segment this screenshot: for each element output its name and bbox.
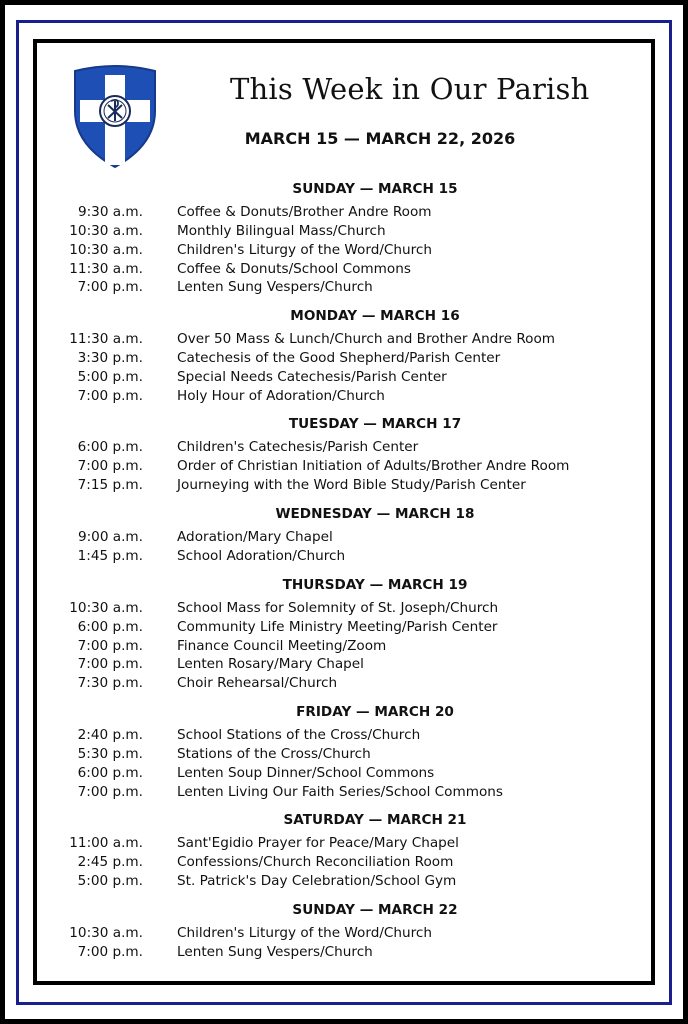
event-time: 7:00 p.m. xyxy=(77,944,143,960)
event-time: 2:40 p.m. xyxy=(77,727,143,743)
event-description: Coffee & Donuts/Brother Andre Room xyxy=(177,204,432,220)
day-header: MONDAY — MARCH 16 xyxy=(290,308,460,324)
event-description: Catechesis of the Good Shepherd/Parish Center xyxy=(177,350,501,366)
event-description: Confessions/Church Reconciliation Room xyxy=(177,854,454,870)
event-description: School Stations of the Cross/Church xyxy=(177,727,421,743)
day-header: SUNDAY — MARCH 15 xyxy=(292,181,458,197)
event-time: 11:30 a.m. xyxy=(69,331,143,347)
day-header: WEDNESDAY — MARCH 18 xyxy=(275,506,475,522)
event-description: Order of Christian Initiation of Adults/Brother Andre Room xyxy=(177,458,570,474)
event-time: 7:00 p.m. xyxy=(77,656,143,672)
event-description: Community Life Ministry Meeting/Parish Center xyxy=(177,619,498,635)
event-time: 6:00 p.m. xyxy=(77,439,143,455)
day-header: TUESDAY — MARCH 17 xyxy=(288,416,462,432)
event-time: 7:00 p.m. xyxy=(77,279,143,295)
event-description: School Mass for Solemnity of St. Joseph/Church xyxy=(177,600,499,616)
event-description: Over 50 Mass & Lunch/Church and Brother Andre Room xyxy=(177,331,556,347)
parish-shield-icon xyxy=(72,63,158,169)
event-description: Special Needs Catechesis/Parish Center xyxy=(177,369,447,385)
event-time: 5:00 p.m. xyxy=(77,873,143,889)
event-description: Children's Liturgy of the Word/Church xyxy=(177,925,433,941)
event-description: School Adoration/Church xyxy=(177,548,346,564)
event-time: 10:30 a.m. xyxy=(69,925,143,941)
day-header: SUNDAY — MARCH 22 xyxy=(292,902,458,918)
event-time: 5:30 p.m. xyxy=(77,746,143,762)
event-description: Sant'Egidio Prayer for Peace/Mary Chapel xyxy=(177,835,459,851)
event-time: 11:00 a.m. xyxy=(69,835,143,851)
event-description: Choir Rehearsal/Church xyxy=(177,675,338,691)
event-description: Lenten Sung Vespers/Church xyxy=(177,279,373,295)
event-time: 7:00 p.m. xyxy=(77,784,143,800)
event-description: Children's Liturgy of the Word/Church xyxy=(177,242,433,258)
event-time: 9:00 a.m. xyxy=(77,529,143,545)
event-description: Children's Catechesis/Parish Center xyxy=(177,439,419,455)
event-description: Journeying with the Word Bible Study/Parish Center xyxy=(177,477,526,493)
event-time: 10:30 a.m. xyxy=(69,600,143,616)
event-description: Monthly Bilingual Mass/Church xyxy=(177,223,386,239)
event-time: 3:30 p.m. xyxy=(77,350,143,366)
day-header: FRIDAY — MARCH 20 xyxy=(296,704,454,720)
event-time: 9:30 a.m. xyxy=(77,204,143,220)
event-time: 7:15 p.m. xyxy=(77,477,143,493)
event-time: 6:00 p.m. xyxy=(77,765,143,781)
event-description: Finance Council Meeting/Zoom xyxy=(177,638,387,654)
event-time: 5:00 p.m. xyxy=(77,369,143,385)
event-time: 10:30 a.m. xyxy=(69,242,143,258)
event-description: Lenten Soup Dinner/School Commons xyxy=(177,765,435,781)
event-description: Lenten Rosary/Mary Chapel xyxy=(177,656,364,672)
event-time: 11:30 a.m. xyxy=(69,261,143,277)
event-time: 7:00 p.m. xyxy=(77,638,143,654)
date-range: MARCH 15 — MARCH 22, 2026 xyxy=(244,129,516,148)
day-header: SATURDAY — MARCH 21 xyxy=(283,812,467,828)
event-time: 1:45 p.m. xyxy=(77,548,143,564)
event-time: 6:00 p.m. xyxy=(77,619,143,635)
event-description: St. Patrick's Day Celebration/School Gym xyxy=(177,873,457,889)
event-time: 10:30 a.m. xyxy=(69,223,143,239)
event-time: 7:00 p.m. xyxy=(77,388,143,404)
day-header: THURSDAY — MARCH 19 xyxy=(282,577,468,593)
event-description: Coffee & Donuts/School Commons xyxy=(177,261,411,277)
event-time: 2:45 p.m. xyxy=(77,854,143,870)
event-time: 7:00 p.m. xyxy=(77,458,143,474)
event-description: Stations of the Cross/Church xyxy=(177,746,371,762)
event-description: Adoration/Mary Chapel xyxy=(177,529,333,545)
bulletin-title: This Week in Our Parish xyxy=(230,72,590,106)
event-time: 7:30 p.m. xyxy=(77,675,143,691)
event-description: Lenten Living Our Faith Series/School Commons xyxy=(177,784,503,800)
event-description: Lenten Sung Vespers/Church xyxy=(177,944,373,960)
event-description: Holy Hour of Adoration/Church xyxy=(177,388,385,404)
